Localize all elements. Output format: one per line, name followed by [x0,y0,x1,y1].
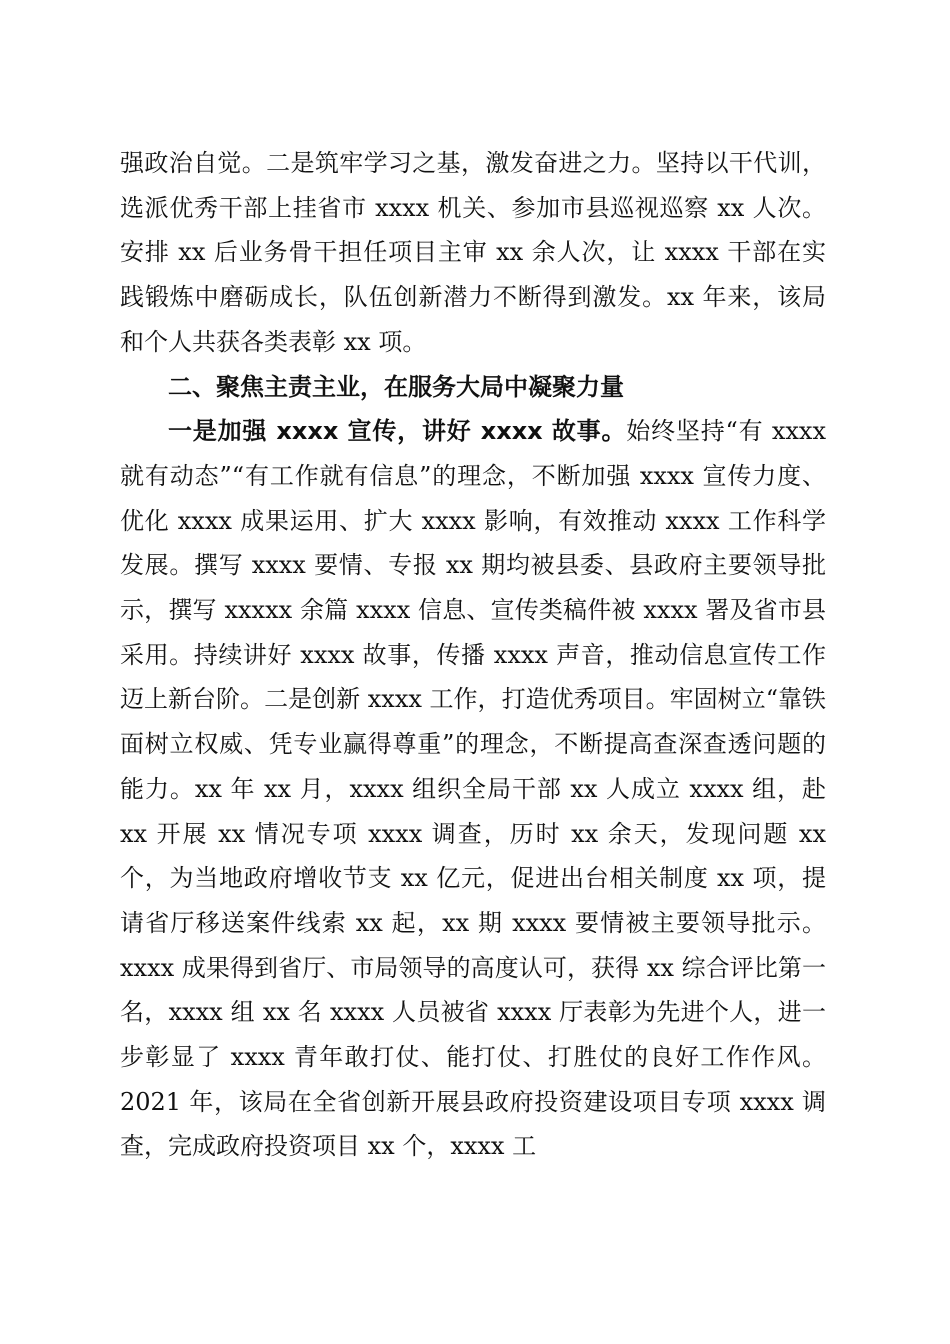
paragraph-lead-sentence: 一是加强 xxxx 宣传，讲好 xxxx 故事。 [168,417,627,446]
section-heading: 二、聚焦主责主业，在服务大局中凝聚力量 [168,372,624,401]
paragraph-continuation: 强政治自觉。二是筑牢学习之基，激发奋进之力。坚持以干代训，选派优秀干部上挂省市 xxxx 机关、参加市县巡视巡察 xx 人次。安排 xx 后业务骨干担任项目主审 xx 余人次，让 xxxx 干部在实践锻炼中磨砺成长，队伍创新潜力不断得到激发。xx 年来，该局和个人共获各类表彰 xx 项。 [120,149,826,356]
paragraph-body-text: 始终坚持“有 xxxx 就有动态”“有工作就有信息”的理念，不断加强 xxxx 宣传力度、优化 xxxx 成果运用、扩大 xxxx 影响，有效推动 xxxx 工作科学发展。撰写 xxxx 要情、专报 xx 期均被县委、县政府主要领导批示，撰写 xxxxx 余篇 xxxx 信息、宣传类稿件被 xxxx 署及省市县采用。持续讲好 xxxx 故事，传播 xxxx 声音，推动信息宣传工作迈上新台阶。二是创新 xxxx 工作，打造优秀项目。牢固树立“靠铁面树立权威、凭专业赢得尊重”的理念，不断提高查深查透问题的能力。xx 年 xx 月，xxxx 组织全局干部 xx 人成立 xxxx 组，赴 xx 开展 xx 情况专项 xxxx 调查，历时 xx 余天，发现问题 xx 个，为当地政府增收节支 xx 亿元，促进出台相关制度 xx 项，提请省厅移送案件线索 xx 起，xx 期 xxxx 要情被主要领导批示。xxxx 成果得到省厅、市局领导的高度认可，获得 xx 综合评比第一名，xxxx 组 xx 名 xxxx 人员被省 xxxx 厅表彰为先进个人，进一步彰显了 xxxx 青年敢打仗、能打仗、打胜仗的良好工作作风。2021 年，该局在全省创新开展县政府投资建设项目专项 xxxx 调查，完成政府投资项目 xx 个，xxxx 工 [120,417,826,1161]
document-body [120,141,826,1169]
paragraph-publicity [120,409,826,1169]
